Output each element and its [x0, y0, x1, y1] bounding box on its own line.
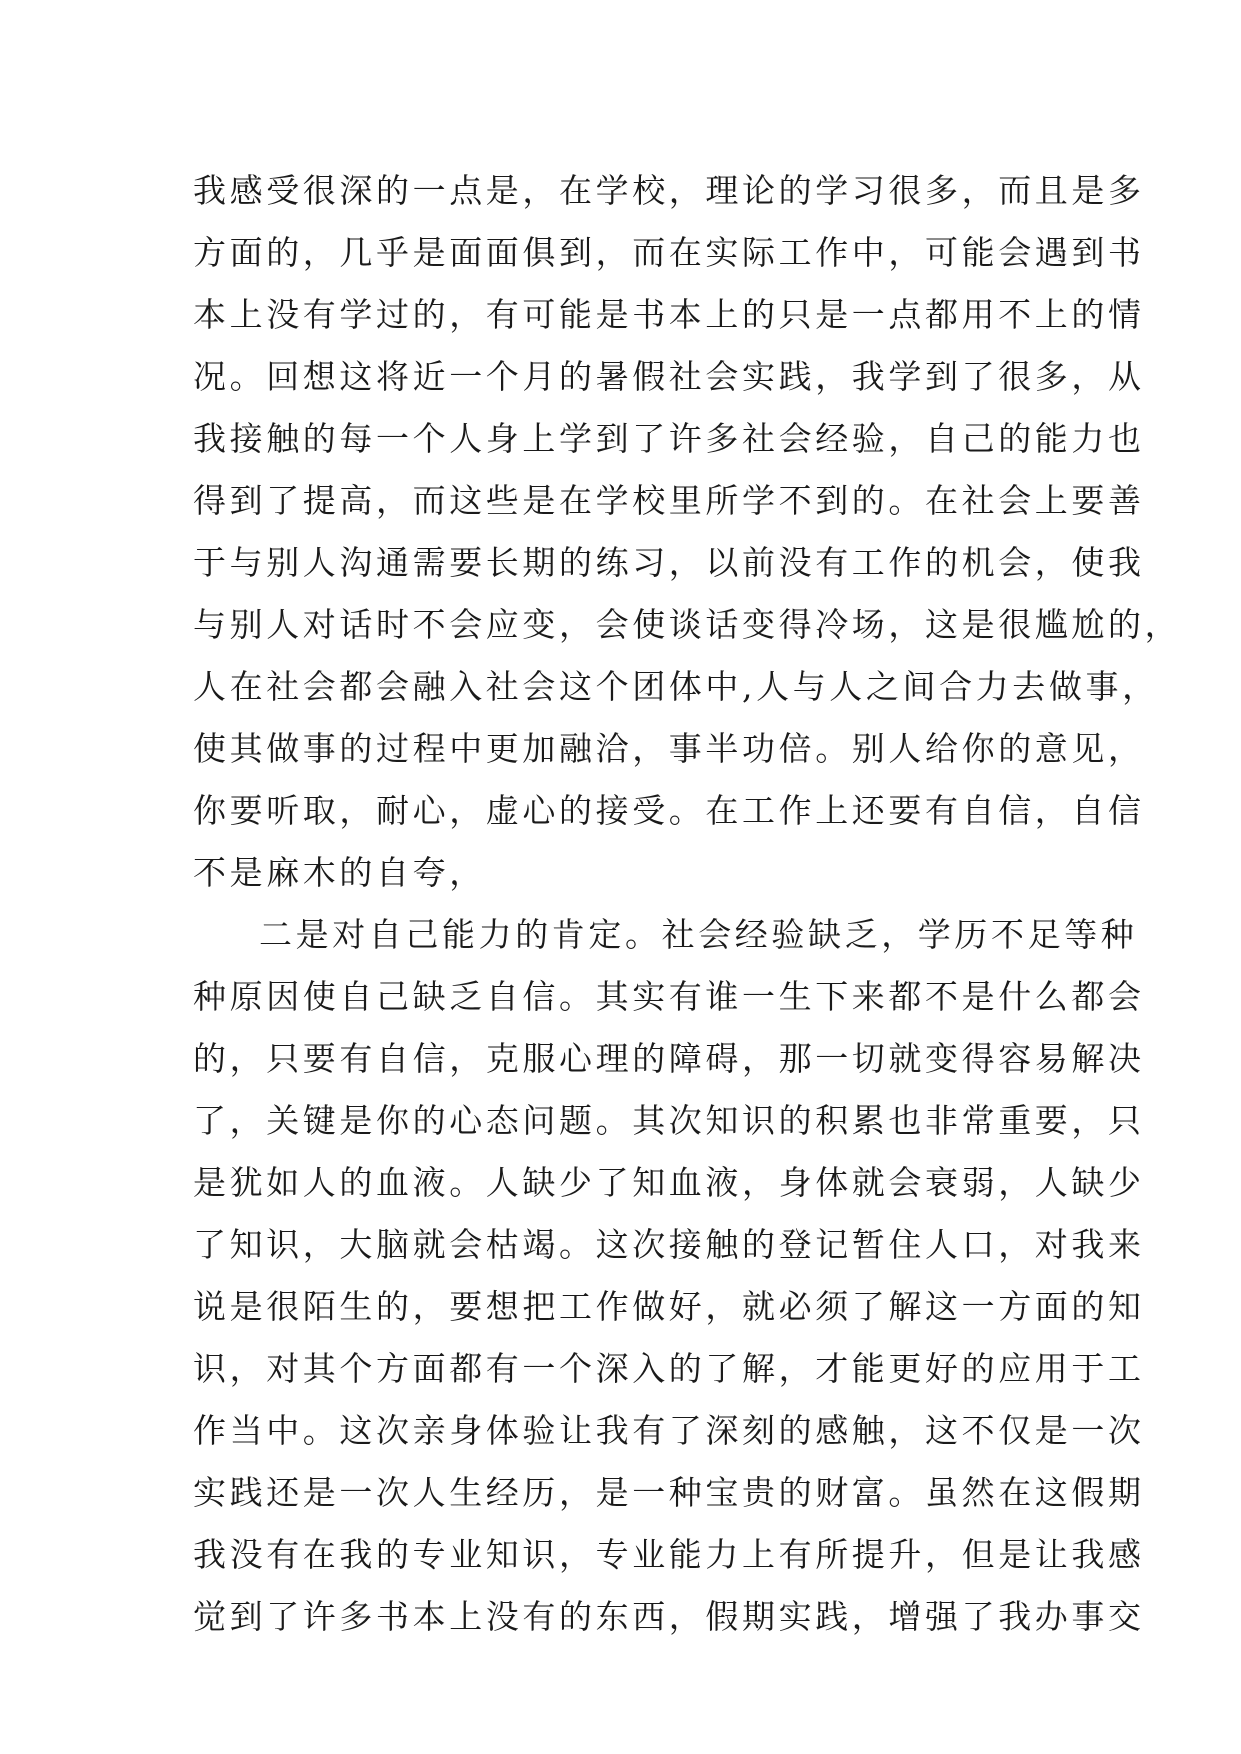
text-line: 方面的，几乎是面面俱到，而在实际工作中，可能会遇到书 [193, 233, 1145, 272]
text-line: 于与别人沟通需要长期的练习，以前没有工作的机会，使我 [193, 543, 1145, 582]
paragraph-1 [193, 160, 1182, 904]
text-line: 作当中。这次亲身体验让我有了深刻的感触，这不仅是一次 [193, 1411, 1145, 1450]
text-line: 人在社会都会融入社会这个团体中,人与人之间合力去做事， [193, 667, 1159, 706]
text-line: 我感受很深的一点是，在学校，理论的学习很多，而且是多 [193, 171, 1145, 210]
text-line: 识，对其个方面都有一个深入的了解，才能更好的应用于工 [193, 1349, 1145, 1388]
text-line: 种原因使自己缺乏自信。其实有谁一生下来都不是什么都会 [193, 977, 1145, 1016]
text-line: 觉到了许多书本上没有的东西，假期实践，增强了我办事交 [193, 1597, 1145, 1636]
text-line: 实践还是一次人生经历，是一种宝贵的财富。虽然在这假期 [193, 1473, 1145, 1512]
text-line: 得到了提高，而这些是在学校里所学不到的。在社会上要善 [193, 481, 1145, 520]
text-line-first-indented: 二是对自己能力的肯定。社会经验缺乏，学历不足等种 [259, 915, 1138, 954]
text-line: 与别人对话时不会应变，会使谈话变得冷场，这是很尴尬的， [193, 605, 1182, 644]
body-text [193, 160, 1182, 1648]
paragraph-2 [193, 904, 1145, 1648]
text-line: 不是麻木的自夸， [193, 853, 486, 892]
text-line: 况。回想这将近一个月的暑假社会实践，我学到了很多，从 [193, 357, 1145, 396]
text-line: 是犹如人的血液。人缺少了知血液，身体就会衰弱，人缺少 [193, 1163, 1145, 1202]
text-line: 本上没有学过的，有可能是书本上的只是一点都用不上的情 [193, 295, 1145, 334]
text-line: 我接触的每一个人身上学到了许多社会经验，自己的能力也 [193, 419, 1145, 458]
text-line: 了知识，大脑就会枯竭。这次接触的登记暂住人口，对我来 [193, 1225, 1145, 1264]
text-line: 我没有在我的专业知识，专业能力上有所提升，但是让我感 [193, 1535, 1145, 1574]
text-line: 说是很陌生的，要想把工作做好，就必须了解这一方面的知 [193, 1287, 1145, 1326]
text-line: 使其做事的过程中更加融洽，事半功倍。别人给你的意见， [193, 729, 1145, 768]
text-line: 的，只要有自信，克服心理的障碍，那一切就变得容易解决 [193, 1039, 1145, 1078]
text-line: 你要听取，耐心，虚心的接受。在工作上还要有自信，自信 [193, 791, 1145, 830]
text-line: 了，关键是你的心态问题。其次知识的积累也非常重要，只 [193, 1101, 1145, 1140]
